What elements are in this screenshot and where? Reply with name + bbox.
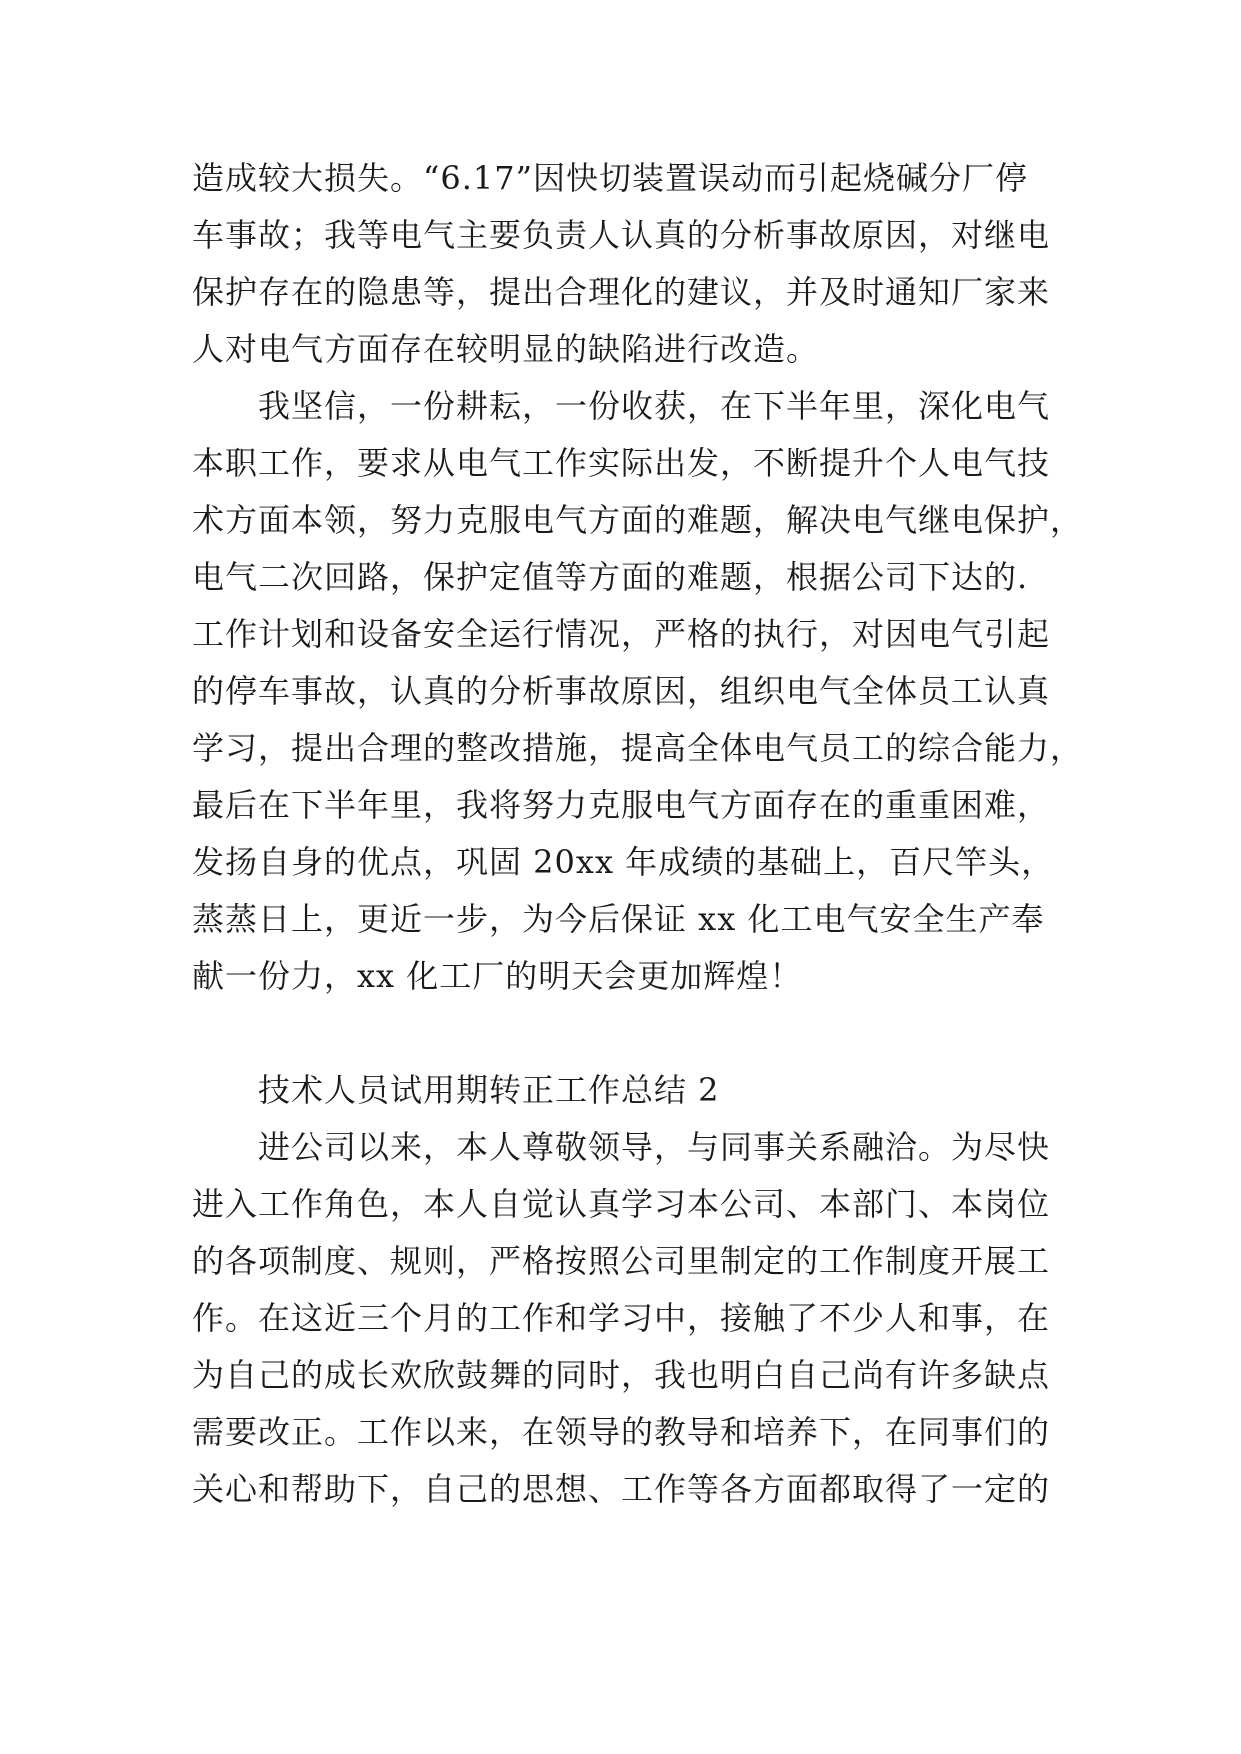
text-line: 需要改正。工作以来，在领导的教导和培养下，在同事们的: [192, 1413, 1051, 1451]
text-line: 关心和帮助下，自己的思想、工作等各方面都取得了一定的: [192, 1470, 1051, 1508]
paragraph-2: [192, 378, 1084, 1005]
text-line: 保护存在的隐患等，提出合理化的建议，并及时通知厂家来: [192, 273, 1051, 311]
text-line: 蒸蒸日上，更近一步，为今后保证 xx 化工电气安全生产奉: [192, 900, 1045, 938]
text-line: 术方面本领，努力克服电气方面的难题，解决电气继电保护，: [192, 501, 1084, 539]
text-line: 工作计划和设备安全运行情况，严格的执行，对因电气引起: [192, 615, 1051, 653]
text-line: 最后在下半年里，我将努力克服电气方面存在的重重困难，: [192, 786, 1051, 824]
text-line: 的停车事故，认真的分析事故原因，组织电气全体员工认真: [192, 672, 1051, 710]
text-line: 为自己的成长欢欣鼓舞的同时，我也明白自己尚有许多缺点: [192, 1356, 1051, 1394]
text-line: 发扬自身的优点，巩固 20xx 年成绩的基础上，百尺竿头，: [192, 843, 1055, 881]
text-line: 的各项制度、规则，严格按照公司里制定的工作制度开展工: [192, 1242, 1051, 1280]
document-body: [192, 150, 1084, 1518]
text-line: 进入工作角色，本人自觉认真学习本公司、本部门、本岗位: [192, 1185, 1051, 1223]
text-line: 电气二次回路，保护定值等方面的难题，根据公司下达的.: [192, 558, 1029, 596]
text-line: 本职工作，要求从电气工作实际出发，不断提升个人电气技: [192, 444, 1051, 482]
text-line: 进公司以来，本人尊敬领导，与同事关系融洽。为尽快: [258, 1128, 1051, 1166]
text-line: 学习，提出合理的整改措施，提高全体电气员工的综合能力，: [192, 729, 1084, 767]
paragraph-1: [192, 150, 1062, 378]
text-line: 造成较大损失。“6.17”因快切装置误动而引起烧碱分厂停: [192, 159, 1028, 197]
text-line: 车事故；我等电气主要负责人认真的分析事故原因，对继电: [192, 216, 1051, 254]
text-line: 作。在这近三个月的工作和学习中，接触了不少人和事，在: [192, 1299, 1051, 1337]
text-line: 我坚信，一份耕耘，一份收获，在下半年里，深化电气: [258, 387, 1051, 425]
section-title: 技术人员试用期转正工作总结 2: [258, 1071, 720, 1109]
text-line: 人对电气方面存在较明显的缺陷进行改造。: [192, 330, 820, 368]
paragraph-3: [192, 1119, 1062, 1518]
blank-line: [192, 1005, 1062, 1062]
text-line: 献一份力，xx 化工厂的明天会更加辉煌！: [192, 957, 803, 995]
